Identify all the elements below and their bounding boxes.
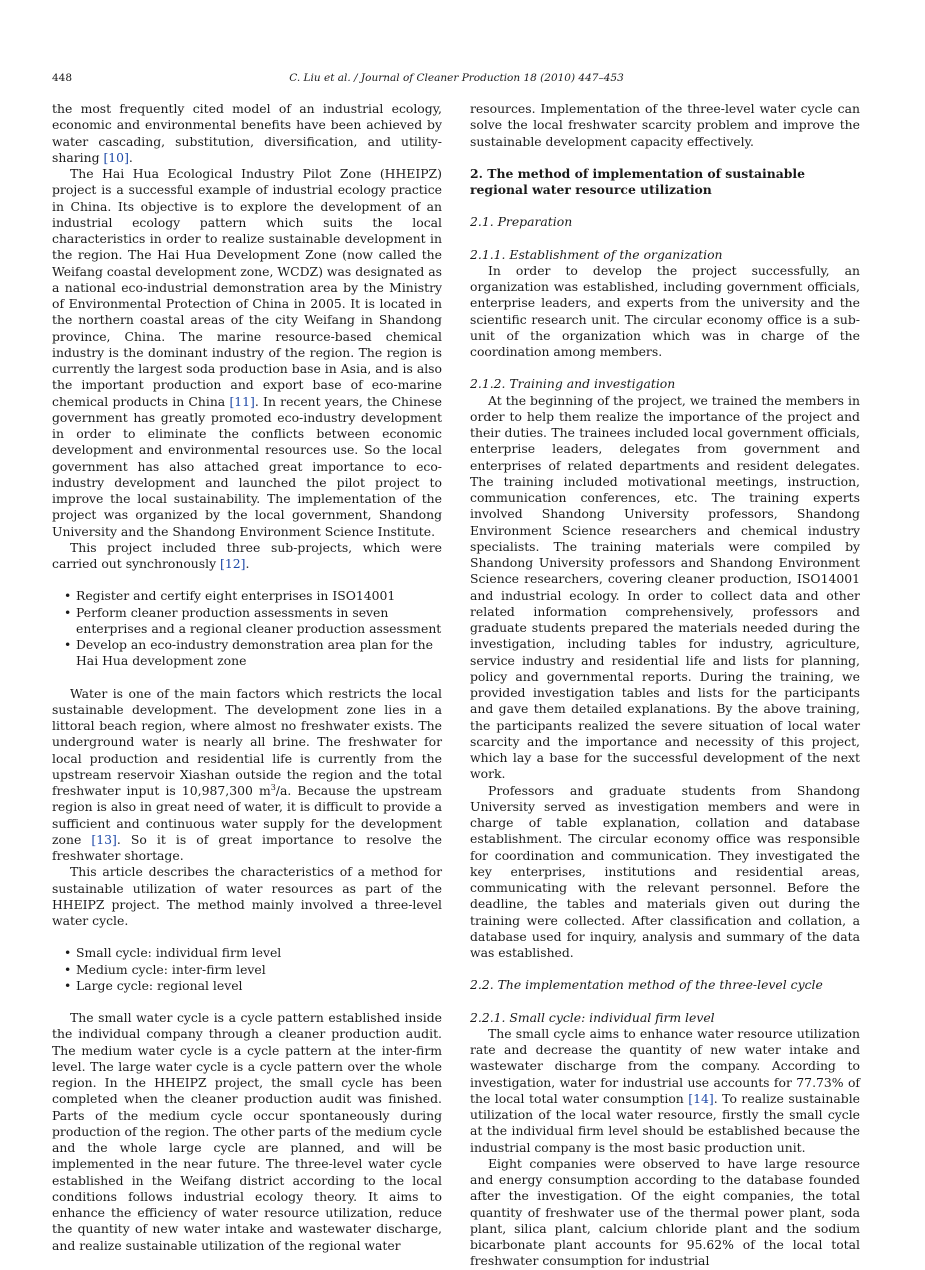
subsubsection-heading: 2.1.1. Establishment of the organization <box>470 246 723 262</box>
paragraph: This article describes the characteristics of a method for sustainable utilization of water resources as part of the HHEIPZ project. The method mainly involved a three-level water cycle. <box>52 864 442 928</box>
subsection-heading: 2.1. Preparation <box>470 214 573 230</box>
list-item: • Perform cleaner production assessments in seven enterprises and a regional cleaner production assessment <box>52 605 442 638</box>
citation-link[interactable]: [14] <box>688 1090 714 1106</box>
cycle-list <box>52 945 442 994</box>
paragraph: This project included three sub-projects, which were carried out synchronously [12]. <box>52 539 442 571</box>
citation-link[interactable]: [13] <box>91 831 117 847</box>
paragraph: The small cycle aims to enhance water resource utilization rate and decrease the quantity of new water intake and wastewater discharge from the company. According to investigation, water for industrial use accounts for 77.73% of the local total water consumption [14]. To realize sustainable utilization of the local water resource, firstly the small cycle at the individual firm level should be established because the industrial company is the most basic production unit. <box>470 1025 860 1155</box>
page-number: 448 <box>52 72 73 84</box>
right-column <box>470 101 860 1270</box>
list-item: • Develop an eco-industry demonstration area plan for the Hai Hua development zone <box>52 637 442 670</box>
section-heading: 2. The method of implementation of sustainable regional water resource utilization <box>470 165 806 197</box>
list-item: • Large cycle: regional level <box>52 978 442 994</box>
list-item: • Register and certify eight enterprises in ISO14001 <box>52 588 442 604</box>
paragraph: resources. Implementation of the three-level water cycle can solve the local freshwater scarcity problem and improve the sustainable development capacity effectively. <box>470 101 860 149</box>
subsubsection-heading: 2.1.2. Training and investigation <box>470 376 676 392</box>
citation-link[interactable]: [11] <box>229 393 255 409</box>
paragraph: In order to develop the project successfully, an organization was established, including government officials, enterprise leaders, and experts from the university and the scientific research unit. The circular economy office is a sub-unit of the organization which was in charge of the coordination among members. <box>470 262 860 359</box>
journal-citation: C. Liu et al. / Journal of Cleaner Production 18 (2010) 447–453 <box>289 72 624 84</box>
paragraph: The small water cycle is a cycle pattern established inside the individual company through a cleaner production audit. The medium water cycle is a cycle pattern at the inter-firm level. The large water cycle is a cycle pattern over the whole region. In the HHEIPZ project, the small cycle has been completed when the cleaner production audit was finished. Parts of the medium cycle occur spontaneously during production of the region. The other parts of the medium cycle and the whole large cycle are planned, and will be implemented in the near future. The three-level water cycle established in the Weifang district according to the local conditions follows industrial ecology theory. It aims to enhance the efficiency of water resource utilization, reduce the quantity of new water intake and wastewater discharge, and realize sustainable utilization of the regional water <box>52 1010 442 1253</box>
paragraph: the most frequently cited model of an industrial ecology, economic and environmental benefits have been achieved by water cascading, substitution, diversification, and utility-sharing [10]. <box>52 101 442 165</box>
paragraph: Professors and graduate students from Shandong University served as investigation members and were in charge of table explanation, collation and database establishment. The circular economy office was responsible for coordination and communication. They investigated the key enterprises, institutions and residential areas, communicating with the relevant personnel. Before the deadline, the tables and materials given out during the training were collected. After classification and collation, a database used for inquiry, analysis and summary of the data was established. <box>470 782 860 960</box>
paragraph: The Hai Hua Ecological Industry Pilot Zone (HHEIPZ) project is a successful example of industrial ecology practice in China. Its objective is to explore the development of an industrial ecology pattern which suits the local characteristics in order to realize sustainable development in the region. The Hai Hua Development Zone (now called the Weifang coastal development zone, WCDZ) was designated as a national eco-industrial demonstration area by the Ministry of Environmental Protection of China in 2005. It is located in the northern coastal areas of the city Weifang in Shandong province, China. The marine resource-based chemical industry is the dominant industry of the region. The region is currently the largest soda production base in Asia, and is also the important production and export base of eco-marine chemical products in China [11]. In recent years, the Chinese government has greatly promoted eco-industry development in order to eliminate the conflicts between economic development and environmental resources use. So the local government has also attached great importance to eco-industry development and launched the pilot project to improve the local sustainability. The implementation of the project was organized by the local government, Shandong University and the Shandong Environment Science Institute. <box>52 166 443 539</box>
subsubsection-heading: 2.2.1. Small cycle: individual firm level <box>470 1009 715 1025</box>
paragraph: At the beginning of the project, we trained the members in order to help them realize the importance of the project and their duties. The trainees included local government officials, enterprise leaders, delegates from government and enterprises of related departments and resident delegates. The training included motivational meetings, instruction, communication conferences, etc. The training experts involved Shandong University professors, Shandong Environment Science researchers and chemical industry specialists. The training materials were compiled by Shandong University professors and Shandong Environment Science researchers, covering cleaner production, ISO14001 and industrial ecology. In order to collect data and other related information comprehensively, professors and graduate students prepared the materials needed during the investigation, including tables for industry, agriculture, service industry and residential life and lists for planning, policy and governmental reports. During the training, we provided investigation tables and lists for the participants and gave them detailed explanations. By the above training, the participants realized the severe situation of local water scarcity and the importance and necessity of this project, which lay a base for the successful development of the next work. <box>470 392 860 782</box>
citation-link[interactable]: [12] <box>220 556 246 571</box>
running-header <box>52 72 861 88</box>
list-item: • Small cycle: individual firm level <box>52 945 442 961</box>
paragraph: Eight companies were observed to have large resource and energy consumption according to the database founded after the investigation. Of the eight companies, the total quantity of freshwater use of the thermal power plant, soda plant, silica plant, calcium chloride plant and the sodium bicarbonate plant accounts for 95.62% of the local total freshwater consumption for industrial <box>470 1155 860 1269</box>
list-item: • Medium cycle: inter-firm level <box>52 962 442 978</box>
paragraph: Water is one of the main factors which restricts the local sustainable development. The development zone lies in a littoral beach region, where almost no freshwater exists. The underground water is nearly all brine. The freshwater for local production and residential life is currently from the upstream reservoir Xiashan outside the region and the total freshwater input is 10,987,300 $m^3/a$. Because the upstream region is also in great need of water, it is difficult to provide a sufficient and continuous water supply for the development zone [13]. So it is of great importance to resolve the freshwater shortage. <box>52 685 442 863</box>
subproject-list <box>52 588 442 669</box>
subsection-heading: 2.2. The implementation method of the three-level cycle <box>470 977 823 993</box>
left-column <box>52 101 442 1254</box>
citation-link[interactable]: [10] <box>103 149 129 165</box>
